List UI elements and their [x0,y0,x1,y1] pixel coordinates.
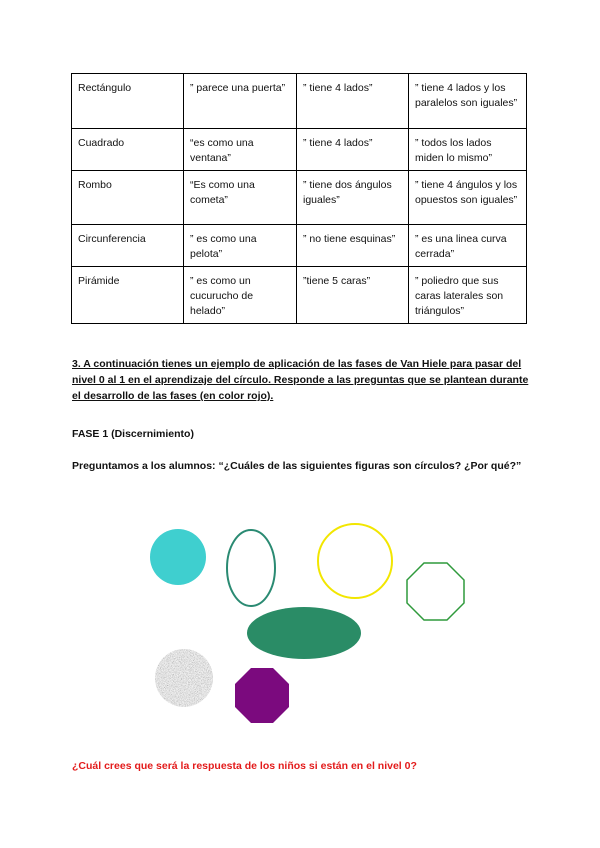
gray-textured-circle-icon [155,649,213,707]
shape-name: Rombo [72,171,184,225]
turquoise-circle-icon [150,529,206,585]
figures-illustration [0,520,600,735]
red-question: ¿Cuál crees que será la respuesta de los niños si están en el nivel 0? [72,760,417,772]
table-row [72,74,527,129]
shape-name: Rectángulo [72,74,184,129]
phase-title: FASE 1 (Discernimiento) [72,428,194,440]
table-row [72,267,527,324]
shape-name: Circunferencia [72,225,184,267]
table-row [72,225,527,267]
table-cell: ”tiene 5 caras” [297,267,409,324]
green-filled-ellipse-icon [247,607,361,659]
table-cell: ” tiene 4 lados” [297,129,409,171]
table-cell: ” es como una pelota” [184,225,297,267]
table-cell: ” todos los lados miden lo mismo” [409,129,527,171]
purple-octagon-icon [235,668,289,723]
table-cell: ” tiene 4 lados” [297,74,409,129]
table-cell: ” tiene dos ángulos iguales” [297,171,409,225]
table-cell: “es como una ventana” [184,129,297,171]
student-question: Preguntamos a los alumnos: “¿Cuáles de las siguientes figuras son círculos? ¿Por qué?” [72,460,522,472]
table-cell: ” parece una puerta” [184,74,297,129]
table-row [72,129,527,171]
exercise-instructions: 3. A continuación tienes un ejemplo de aplicación de las fases de Van Hiele para pasar del nivel 0 al 1 en el aprendizaje del círculo. Responde a las preguntas que se plantean durante el desarrollo de las fases (en color rojo). [72,358,529,402]
table-row [72,171,527,225]
teal-outline-ellipse-icon [227,530,275,606]
shapes-table [71,73,527,324]
yellow-outline-circle-icon [318,524,392,598]
shape-name: Cuadrado [72,129,184,171]
table-cell: ” tiene 4 ángulos y los opuestos son iguales” [409,171,527,225]
table-cell: ” no tiene esquinas” [297,225,409,267]
table-cell: “Es como una cometa” [184,171,297,225]
table-cell: ” es una linea curva cerrada” [409,225,527,267]
green-outline-octagon-icon [407,563,464,620]
table-cell: ” tiene 4 lados y los paralelos son iguales” [409,74,527,129]
table-cell: ” poliedro que sus caras laterales son triángulos” [409,267,527,324]
shape-name: Pirámide [72,267,184,324]
table-cell: ” es como un cucurucho de helado” [184,267,297,324]
